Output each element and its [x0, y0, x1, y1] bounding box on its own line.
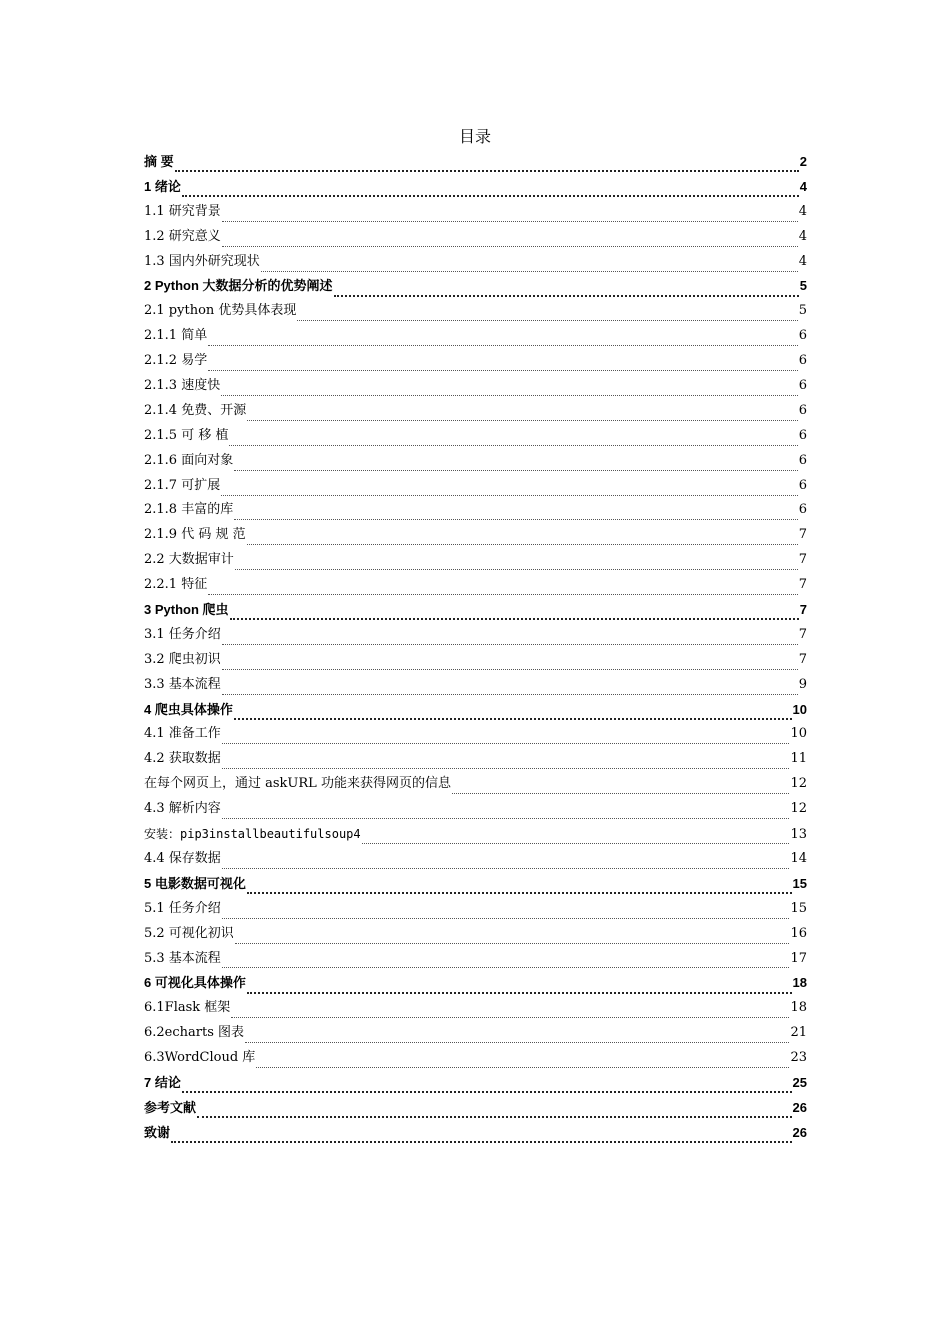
dot-leader	[197, 1102, 792, 1118]
toc-entry-page-number: 13	[790, 827, 807, 843]
toc-entry-page-number: 6	[798, 452, 807, 468]
dot-leader	[208, 580, 798, 595]
dot-leader	[235, 555, 798, 570]
toc-entry-label: 2 Python 大数据分析的优势阐述	[144, 278, 333, 294]
dot-leader	[222, 207, 798, 222]
toc-entry-label: 4.1 准备工作	[144, 726, 221, 742]
toc-entry-page-number: 6	[798, 378, 807, 394]
toc-entry-page-number: 7	[798, 527, 807, 543]
toc-entry-label: 2.1.7 可扩展	[144, 477, 221, 493]
toc-entry-label: 2.2.1 特征	[144, 577, 208, 593]
toc-entry-label: 在每个网页上，通过 askURL 功能来获得网页的信息	[144, 776, 451, 792]
toc-entry-label: 致谢	[144, 1124, 171, 1140]
toc-entry-label: 1.3 国内外研究现状	[144, 253, 260, 269]
toc-entry-page-number: 10	[792, 701, 807, 717]
toc-entry-label: 5 电影数据可视化	[144, 875, 246, 891]
toc-entry-label: 2.1.8 丰富的库	[144, 502, 234, 518]
toc-entry[interactable]	[144, 1021, 807, 1046]
dot-leader	[235, 929, 790, 944]
toc-entry-label: 2.2 大数据审计	[144, 552, 234, 568]
toc-entry-label: 3.3 基本流程	[144, 676, 221, 692]
toc-entry-label: 1.1 研究背景	[144, 203, 221, 219]
toc-entry-page-number: 23	[790, 1050, 807, 1066]
dot-leader	[182, 181, 799, 197]
toc-entry[interactable]	[144, 299, 807, 324]
toc-entry-page-number: 7	[798, 651, 807, 667]
toc-entry[interactable]	[144, 673, 807, 698]
toc-entry-label: 5.1 任务介绍	[144, 900, 221, 916]
toc-entry[interactable]	[144, 399, 807, 424]
toc-entry-page-number: 4	[798, 203, 807, 219]
toc-entry[interactable]	[144, 274, 807, 299]
dot-leader	[247, 878, 792, 894]
toc-entry[interactable]	[144, 971, 807, 996]
toc-entry-page-number: 18	[790, 1000, 807, 1016]
toc-entry[interactable]	[144, 498, 807, 523]
dot-leader	[261, 257, 798, 272]
toc-entry[interactable]	[144, 573, 807, 598]
toc-entry-label: 2.1.9 代 码 规 范	[144, 527, 246, 543]
dot-leader	[221, 481, 798, 496]
dot-leader	[222, 655, 798, 670]
toc-entry[interactable]	[144, 872, 807, 897]
dot-leader	[221, 381, 798, 396]
dot-leader	[222, 904, 790, 919]
dot-leader	[222, 754, 790, 769]
toc-entry-label: 1.2 研究意义	[144, 228, 221, 244]
dot-leader	[222, 953, 790, 968]
toc-entry[interactable]	[144, 324, 807, 349]
toc-entry[interactable]	[144, 648, 807, 673]
dot-leader	[334, 281, 799, 297]
toc-entry[interactable]	[144, 349, 807, 374]
dot-leader	[175, 156, 799, 172]
toc-entry[interactable]	[144, 747, 807, 772]
toc-entry-page-number: 9	[798, 676, 807, 692]
dot-leader	[452, 779, 790, 794]
toc-entry[interactable]	[144, 1046, 807, 1071]
toc-entry-page-number: 4	[798, 228, 807, 244]
dot-leader	[208, 356, 798, 371]
toc-entry-label: 6 可视化具体操作	[144, 975, 246, 991]
toc-entry[interactable]	[144, 449, 807, 474]
toc-entry-label: 安装：pip3installbeautifulsoup4	[144, 827, 361, 842]
toc-entry[interactable]	[144, 225, 807, 250]
toc-entry-page-number: 12	[790, 776, 807, 792]
toc-entry[interactable]	[144, 200, 807, 225]
toc-entry[interactable]	[144, 548, 807, 573]
toc-entry-label: 5.2 可视化初识	[144, 925, 234, 941]
toc-entry-page-number: 6	[798, 353, 807, 369]
toc-entry[interactable]	[144, 772, 807, 797]
toc-entry[interactable]	[144, 1096, 807, 1121]
dot-leader	[234, 704, 792, 720]
toc-entry[interactable]	[144, 1121, 807, 1146]
toc-entry-label: 2.1.4 免费、开源	[144, 402, 247, 418]
toc-entry[interactable]	[144, 474, 807, 499]
toc-entry-page-number: 6	[798, 427, 807, 443]
toc-entry-page-number: 18	[792, 975, 807, 991]
toc-entry-label: 3 Python 爬虫	[144, 602, 229, 618]
toc-entry[interactable]	[144, 523, 807, 548]
toc-entry-page-number: 21	[790, 1025, 807, 1041]
toc-entry-label: 5.3 基本流程	[144, 950, 221, 966]
toc-entry-label: 6.3WordCloud 库	[144, 1050, 256, 1066]
dot-leader	[222, 630, 798, 645]
toc-entry-page-number: 6	[798, 477, 807, 493]
toc-entry-page-number: 25	[792, 1074, 807, 1090]
toc-entry[interactable]	[144, 847, 807, 872]
toc-title: 目录	[458, 127, 491, 146]
toc-entry-page-number: 11	[790, 751, 807, 767]
toc-entry-label: 7 结论	[144, 1074, 181, 1090]
toc-entry-page-number: 26	[792, 1124, 807, 1140]
toc-entry-page-number: 10	[790, 726, 807, 742]
dot-leader	[234, 456, 798, 471]
toc-entry-label: 3.2 爬虫初识	[144, 651, 221, 667]
toc-entry-label: 2.1.6 面向对象	[144, 452, 234, 468]
dot-leader	[362, 829, 790, 844]
dot-leader	[229, 431, 797, 446]
dot-leader	[256, 1053, 789, 1068]
toc-entry-page-number: 12	[790, 801, 807, 817]
toc-entry-page-number: 15	[790, 900, 807, 916]
toc-entry[interactable]	[144, 822, 807, 847]
toc-entry[interactable]	[144, 922, 807, 947]
toc-entry[interactable]	[144, 996, 807, 1021]
dot-leader	[230, 604, 799, 620]
dot-leader	[247, 406, 798, 421]
dot-leader	[222, 729, 790, 744]
dot-leader	[231, 1003, 789, 1018]
toc-entry-page-number: 7	[798, 577, 807, 593]
toc-entry-page-number: 16	[790, 925, 807, 941]
toc-entry-label: 摘 要	[144, 154, 174, 169]
toc-entry-label: 4.3 解析内容	[144, 801, 221, 817]
dot-leader	[208, 331, 798, 346]
toc-entry[interactable]	[144, 722, 807, 747]
toc-entry-page-number: 4	[799, 178, 807, 194]
dot-leader	[247, 530, 798, 545]
toc-entry-page-number: 17	[790, 950, 807, 966]
toc-entry-page-number: 6	[798, 402, 807, 418]
toc-entry[interactable]	[144, 623, 807, 648]
toc-entry[interactable]	[144, 1071, 807, 1096]
dot-leader	[245, 1028, 789, 1043]
toc-entry-page-number: 15	[792, 875, 807, 891]
toc-entry-label: 1 绪论	[144, 178, 181, 194]
dot-leader	[222, 232, 798, 247]
toc-entry-page-number: 4	[798, 253, 807, 269]
toc-entry-label: 参考文献	[144, 1099, 197, 1115]
toc-entry[interactable]	[144, 250, 807, 275]
toc-entry-page-number: 6	[798, 328, 807, 344]
toc-entry-label: 2.1.1 简单	[144, 328, 208, 344]
toc-entry-label: 4.4 保存数据	[144, 850, 221, 866]
dot-leader	[222, 680, 798, 695]
toc-entry-label: 4 爬虫具体操作	[144, 701, 233, 717]
toc-entry[interactable]	[144, 947, 807, 972]
toc-entry-page-number: 7	[798, 626, 807, 642]
toc-entry-page-number: 6	[798, 502, 807, 518]
toc-entry-page-number: 14	[790, 850, 807, 866]
toc-entry[interactable]	[144, 424, 807, 449]
toc-entry-page-number: 2	[799, 154, 807, 169]
toc-entry-page-number: 26	[792, 1099, 807, 1115]
dot-leader	[222, 854, 790, 869]
toc-list	[144, 150, 807, 1146]
dot-leader	[182, 1077, 792, 1093]
toc-entry-label: 2.1.2 易学	[144, 353, 208, 369]
toc-entry-label: 2.1.5 可 移 植	[144, 427, 229, 443]
toc-entry-label: 4.2 获取数据	[144, 751, 221, 767]
dot-leader	[247, 978, 792, 994]
toc-entry[interactable]	[144, 598, 807, 623]
toc-entry-page-number: 5	[799, 278, 807, 294]
toc-entry[interactable]	[144, 150, 807, 175]
dot-leader	[222, 804, 790, 819]
toc-entry[interactable]	[144, 897, 807, 922]
toc-entry-label: 2.1.3 速度快	[144, 378, 221, 394]
dot-leader	[234, 505, 798, 520]
dot-leader	[171, 1127, 792, 1143]
toc-entry-page-number: 7	[798, 552, 807, 568]
toc-entry[interactable]	[144, 175, 807, 200]
toc-entry[interactable]	[144, 698, 807, 723]
toc-entry-label: 6.2echarts 图表	[144, 1025, 245, 1041]
toc-entry-page-number: 5	[798, 303, 807, 319]
toc-entry-label: 2.1 python 优势具体表现	[144, 303, 297, 319]
dot-leader	[297, 306, 797, 321]
toc-entry[interactable]	[144, 797, 807, 822]
toc-entry-label: 6.1Flask 框架	[144, 1000, 231, 1016]
toc-entry-page-number: 7	[799, 602, 807, 618]
toc-entry[interactable]	[144, 374, 807, 399]
toc-entry-label: 3.1 任务介绍	[144, 626, 221, 642]
